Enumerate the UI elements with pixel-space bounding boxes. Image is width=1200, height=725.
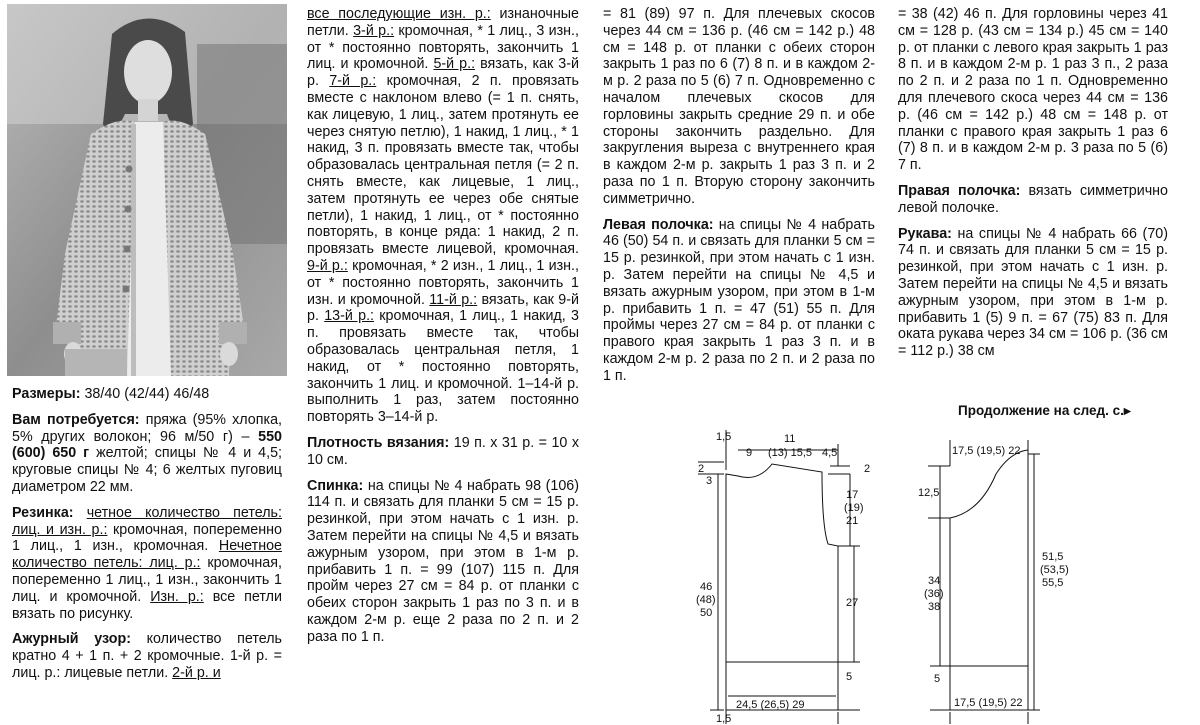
dim-neck-width: 9 (746, 447, 753, 459)
dim-shoulder: 11 (784, 433, 796, 445)
dim-neck-drop-2: 3 (706, 475, 713, 487)
dim-armhole-height: 17 (846, 489, 859, 501)
back-schematic (688, 426, 888, 724)
back-label: Спинка: (307, 477, 364, 494)
rib-wrong-side: Изн. р.: (150, 588, 204, 605)
dim-bottom-small: 1,5 (716, 713, 732, 724)
row-13: 13-й р.: (324, 308, 375, 325)
left-front-text: на спицы № 4 набрать 46 (50) 54 п. и связать для планки 5 см = 15 р. резинкой, при этом начать с 1 изн. р. Затем перейти на спицы № 4,5 и вязать ажурным узором, при этом в 1-м р. прибавить 1 п. = 47 (51) 55 п. Для проймы через 27 см = 84 р. от планки с правого края закрыть 1 раз 3 п. и в каждом 2-м р. 2 раза по 2 п. и 2 раза по 1 п. (603, 216, 875, 384)
sleeve-label: Рукава: (898, 225, 952, 242)
dim-width: 24,5 (26,5) 29 (736, 699, 805, 711)
sleeve-top-width: 17,5 (19,5) 22 (952, 445, 1021, 457)
dim-armhole-width: 4,5 (822, 447, 838, 459)
back-continued: = 81 (89) 97 п. Для плечевых скосов через 44 см = 136 р. (46 см = 142 р.) 48 см = 148 р. от планки с обеих сторон закрыть 1 раз по 6 (7) 8 п. и в каждом 2-м р. 2 раза по 5 (6) 7 п. Одновременно с началом плечевых скосов для горловины закрыть средние 29 п. и обе стороны закончить раздельно. Для закругления выреза с внутреннего края в каждом 2-м р. закрыть 1 раз 3 п. и 2 раза по 1 п. Вторую сторону закончить симметрично. (603, 6, 875, 207)
dim-armhole-height-3: 21 (846, 515, 859, 527)
materials-label: Вам потребуется: (12, 411, 140, 428)
dim-neck-drop: 2 (698, 463, 705, 475)
row-11: 11-й р.: (429, 291, 478, 308)
dim-shoulder-sizes: (13) 15,5 (768, 447, 813, 459)
sleeve-body-height: 34 (928, 575, 941, 587)
dim-right-2: 2 (864, 463, 871, 475)
dim-total-height-2: (48) (696, 594, 716, 606)
text: кромочная, * 1 лиц., 3 изн., от * постоянно повторять, закончить 1 лиц. и кромочной. (307, 22, 579, 73)
sleeve-total-height-3: 55,5 (1042, 577, 1064, 589)
sleeve-body-height-3: 38 (928, 601, 941, 613)
sleeve-total-height-2: (53,5) (1040, 564, 1069, 576)
lace-label: Ажурный узор: (12, 631, 131, 648)
right-front-text: вязать симметрично левой полочке. (898, 182, 1169, 216)
sleeve-body-height-2: (36) (924, 588, 944, 600)
row-5: 5-й р.: (433, 56, 476, 73)
materials-text-2: желтой; спицы № 4 и 4,5; круговые спицы № 4; 6 желтых пуговиц диаметром 22 мм. (12, 445, 282, 495)
yarn-weight: 550 (600) 650 г (12, 428, 282, 462)
sleeve-schematic (900, 426, 1100, 724)
continued-note: Продолжение на след. с.▸ (958, 403, 1131, 418)
rib-rows: лиц. и изн. р.: (12, 521, 108, 538)
rib-label: Резинка: (12, 504, 74, 521)
rib-even: четное количество петель: (86, 504, 282, 521)
dim-total-height: 46 (700, 581, 713, 593)
model-photo (7, 4, 287, 376)
sleeve-text: на спицы № 4 набрать 66 (70) 74 п. и связать для планки 5 см = 15 р. резинкой, при этом начать с 1 изн. р. Затем перейти на спицы № 4,5 и вязать ажурным узором, при этом в 1-м р. прибавить 1 (5) 9 п. = 67 (75) 83 п. Для оката рукава через 34 см = 106 р. (36 см = 112 р.) 38 см (898, 225, 1168, 360)
text: изнаночные петли. (307, 6, 579, 39)
text: кромочная, 2 п. провязать вместе с наклоном влево (= 1 п. снять, как лицевую, 1 лиц., затем протянуть ее через снятую петлю), 1 накид, 1 лиц., * 1 накид, 3 п. провязать вместе так, чтобы образовалась центральная петля (= 2 п. снять вместе, как лицевые, 1 лиц., затем протянуть ее через обе снятые петли), 1 накид, 1 лиц., от * постоянно повторять, в конце ряда: 1 накид, 2 п. провязать вместе лицевой, кромочная. (307, 73, 579, 258)
rows-purl: все последующие изн. р.: (307, 6, 491, 22)
density-label: Плотность вязания: (307, 434, 450, 451)
materials-text: пряжа (95% хлопка, 5% других волокон; 96 м/50 г) – (12, 411, 282, 445)
column-4 (898, 6, 1168, 369)
rib-text-2: кромочная, попеременно 1 лиц., 1 изн., закончить 1 лиц. и кромочной. (12, 555, 282, 605)
lace-text: количество петель кратно 4 + 1 п. + 2 кромочные. 1-й р. = лиц. р.: лицевые петли. (12, 631, 282, 681)
dim-total-height-3: 50 (700, 607, 713, 619)
text: кромочная, * 2 изн., 1 лиц., 1 изн., от * постоянно повторять, закончить 1 изн. и кромочной. (307, 257, 579, 308)
rib-odd: Нечетное количество петель: лиц. р.: (12, 538, 282, 572)
sleeve-cap-height: 12,5 (918, 487, 940, 499)
sleeve-rib-height: 5 (934, 673, 941, 685)
back-text: на спицы № 4 набрать 98 (106) 114 п. и связать для планки 5 см = 15 р. резинкой, при этом начать с 1 изн. р. Затем перейти на спицы № 4,5 и вязать ажурным узором, при этом в 1-м р. прибавить 1 п. = 99 (107) 115 п. Для пройм через 27 см = 84 р. от планки с обеих сторон закрыть 1 раз по 3 п. и в каждом 2-м р. еще 2 раза по 2 п. и 2 раза по 1 п. (307, 477, 579, 645)
density-value: 19 п. х 31 р. = 10 х 10 см. (307, 434, 579, 468)
rib-text-1: кромочная, попеременно 1 лиц., 1 изн., кромочная. (12, 521, 282, 555)
row-3: 3-й р.: (353, 22, 395, 39)
row-9: 9-й р.: (307, 257, 348, 274)
column-1 (12, 386, 282, 691)
dim-body-height: 27 (846, 597, 859, 609)
row-7: 7-й р.: (329, 73, 377, 90)
sleeve-bottom-width: 17,5 (19,5) 22 (954, 697, 1023, 709)
column-3 (603, 6, 875, 394)
column-2 (307, 6, 579, 654)
dim-top-small: 1,5 (716, 431, 732, 443)
sleeve-total-height: 51,5 (1042, 551, 1064, 563)
sizes-value: 38/40 (42/44) 46/48 (84, 386, 210, 402)
left-front-label: Левая полочка: (603, 216, 714, 233)
rib-text-3: все петли вязать по рисунку. (12, 588, 282, 622)
text: вязать, как 3-й р. (307, 56, 579, 90)
sizes-label: Размеры: (12, 386, 81, 402)
lace-row-2: 2-й р. и (172, 664, 221, 681)
text: кромочная, 1 лиц., 1 накид, 3 п. провязать вместе так, чтобы образовалась центральная петля, 1 накид, от * постоянно повторять, закончить 1 лиц. и кромочной. 1–14-й р. выполнить 1 раз, затем постоянно повторять 3–14-й р. (307, 308, 579, 426)
left-front-continued: = 38 (42) 46 п. Для горловины через 41 см = 128 р. (43 см = 134 р.) 45 см = 140 р. от планки с левого края закрыть 1 раз 8 п. и в каждом 2-м р. 1 раз 3 п., 2 раза по 2 п. и 2 раза по 1 п. Одновременно для плечевого скоса через 44 см = 136 р. (46 см = 142 р.) 48 см = 148 р. от планки с правого края закрыть 1 раз 6 (7) 8 п. и в каждом 2-м р. 3 раза по 5 (6) 7 п. (898, 6, 1168, 174)
right-front-label: Правая полочка: (898, 182, 1021, 199)
text: вязать, как 9-й р. (307, 291, 579, 325)
dim-rib-height: 5 (846, 671, 853, 683)
dim-armhole-height-2: (19) (844, 502, 864, 514)
